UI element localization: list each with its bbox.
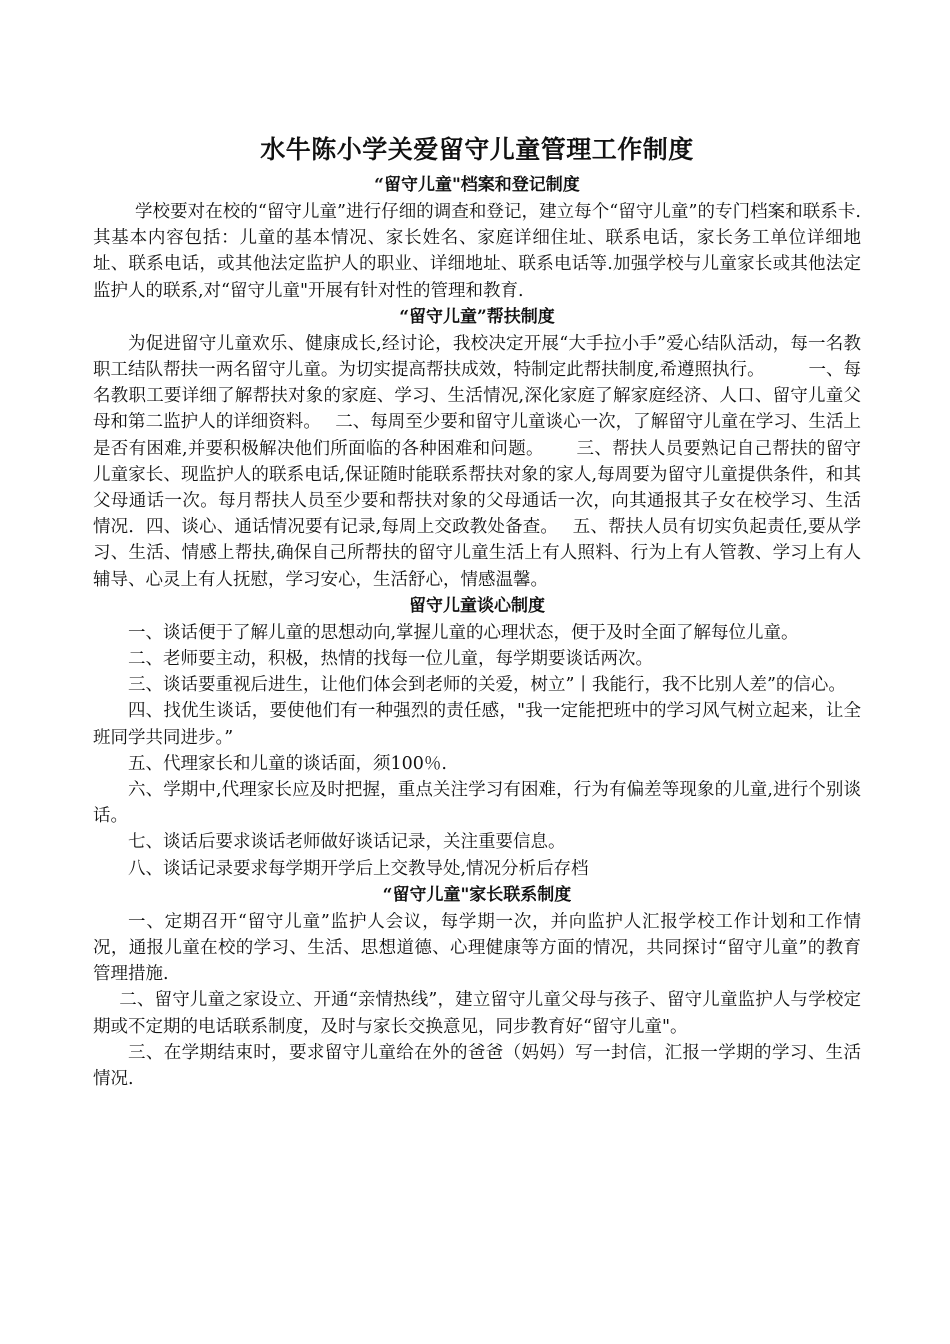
paragraph: 六、学期中,代理家长应及时把握，重点关注学习有困难，行为有偏差等现象的儿童,进行个别谈话。 xyxy=(93,780,861,827)
document-title: 水牛陈小学关爱留守儿童管理工作制度 xyxy=(260,135,694,164)
section-heading: “留守儿童"家长联系制度 xyxy=(382,884,572,905)
section-heading: “留守儿童”帮扶制度 xyxy=(399,306,555,327)
paragraph: 二、留守儿童之家设立、开通“亲情热线”，建立留守儿童父母与孩子、留守儿童监护人与学校定期或不定期的电话联系制度，及时与家长交换意见，同步教育好“留守儿童"。 xyxy=(93,990,861,1037)
paragraph: 五、代理家长和儿童的谈话面，须100％. xyxy=(128,753,447,774)
document-page xyxy=(93,130,861,1092)
paragraph: 三、谈话要重视后进生，让他们体会到老师的关爱，树立”丨我能行，我不比别人差”的信心。 xyxy=(128,675,846,696)
paragraph: 三、在学期结束时，要求留守儿童给在外的爸爸（妈妈）写一封信，汇报一学期的学习、生活情况. xyxy=(93,1042,861,1090)
section-parent-contact xyxy=(93,882,861,1092)
paragraph: 为促进留守儿童欢乐、健康成长,经讨论，我校决定开展“大手拉小手”爱心结队活动，每一名教职工结队帮扶一两名留守儿童。为切实提高帮扶成效，特制定此帮扶制度,希遵照执行。 一、每名教职工要详细了解帮扶对象的家庭、学习、生活情况,深化家庭了解家庭经济、人口、留守儿童父母和第二监护人的详细资料。 二、每周至少要和留守儿童谈心一次，了解留守儿童在学习、生活上是否有困难,并要积极解决他们所面临的各种困难和问题。 三、帮扶人员要熟记自己帮扶的留守儿童家长、现监护人的联系电话,保证随时能联系帮扶对象的家人,每周要为留守儿童提供条件，和其父母通话一次。每月帮扶人员至少要和帮扶对象的父母通话一次，向其通报其子女在校学习、生活情况．四、谈心、通话情况要有记录,每周上交政教处备查。 五、帮扶人员有切实负起责任,要从学习、生活、情感上帮扶,确保自己所帮扶的留守儿童生活上有人照料、行为上有人管教、学习上有人辅导、心灵上有人抚慰，学习安心，生活舒心，情感温馨。 xyxy=(93,333,861,590)
section-talk xyxy=(93,593,861,882)
paragraph: 四、找优生谈话，要使他们有一种强烈的责任感，"我一定能把班中的学习风气树立起来，让全班同学共同进步。” xyxy=(93,701,861,748)
section-heading: 留守儿童谈心制度 xyxy=(409,595,545,616)
paragraph: 学校要对在校的“留守儿童”进行仔细的调查和登记，建立每个“留守儿童”的专门档案和联系卡.其基本内容包括：儿童的基本情况、家长姓名、家庭详细住址、联系电话，家长务工单位详细地址、联系电话，或其他法定监护人的职业、详细地址、联系电话等.加强学校与儿童家长或其他法定监护人的联系,对“留守儿童"开展有针对性的管理和教育. xyxy=(93,202,861,301)
section-assistance xyxy=(93,304,861,593)
paragraph: 一、谈话便于了解儿童的思想动向,掌握儿童的心理状态，便于及时全面了解每位儿童。 xyxy=(128,622,799,643)
paragraph: 八、谈话记录要求每学期开学后上交教导处,情况分析后存档 xyxy=(128,858,589,879)
section-archive xyxy=(93,172,861,304)
section-heading: “留守儿童"档案和登记制度 xyxy=(374,175,580,195)
paragraph: 二、老师要主动，积极，热情的找每一位儿童，每学期要谈话两次。 xyxy=(128,649,653,670)
paragraph: 一、定期召开“留守儿童”监护人会议，每学期一次，并向监护人汇报学校工作计划和工作情况，通报儿童在校的学习、生活、思想道德、心理健康等方面的情况，共同探讨“留守儿童”的教育管理措施. xyxy=(93,911,861,985)
paragraph: 七、谈话后要求谈话老师做好谈话记录，关注重要信息。 xyxy=(128,832,566,853)
